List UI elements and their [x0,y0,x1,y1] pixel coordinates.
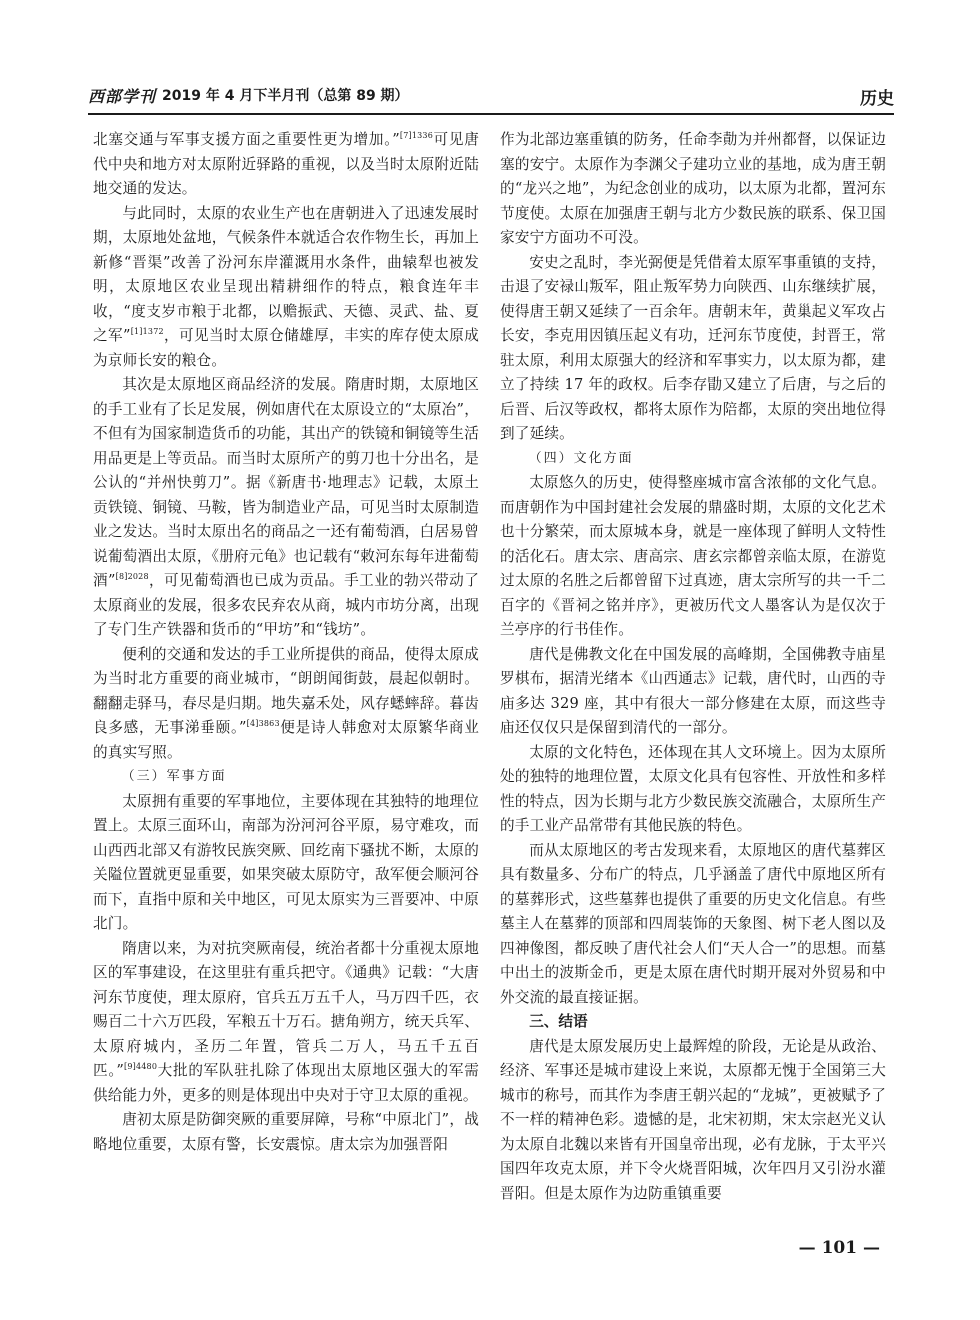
text-run: 北塞交通与军事支援方面之重要性更为增加。” [93,131,400,148]
paragraph: 太原悠久的历史，使得整座城市富含浓郁的文化气息。而唐朝作为中国封建社会发展的鼎盛时期，太原的文化艺术也十分繁荣，而太原城本身，就是一座体现了鲜明人文特性的活化石。唐太宗、唐高宗、唐玄宗都曾亲临太原，在游览过太原的名胜之后都曾留下过真迹，唐太宗所写的共一千二百字的《晋祠之铭并序》，更被历代文人墨客认为是仅次于兰亭序的行书佳作。 [500,474,886,638]
text-run: 大批的军队驻扎除了体现出太原地区强大的军需供给能力外，更多的则是体现出中央对于守卫太原的重视。 [93,1062,480,1104]
running-header [88,82,894,110]
citation: [8]2028 [115,572,149,582]
paragraph: 太原的文化特色，还体现在其人文环境上。因为太原所处的独特的地理位置，太原文化具有包容性、开放性和多样性的特点，因为长期与北方少数民族交流融合，太原所生产的手工业产品常带有其他民族的特色。 [500,743,886,834]
paragraph [93,643,479,766]
left-column [93,128,479,1157]
citation: [1]1372 [130,327,164,337]
citation: [9]4480 [124,1062,158,1072]
paragraph: 唐初太原是防御突厥的重要屏障，号称“中原北门”，战略地位重要，太原有警，长安震惊。唐太宗为加强晋阳 [93,1111,479,1153]
section-heading: 三、结语 [529,1013,588,1030]
issue-info: 2019 年 4 月下半月刊（总第 89 期） [162,88,409,104]
paragraph [93,373,479,643]
right-column [500,128,886,1206]
citation: [4]3863 [246,719,280,729]
section-label: 历史 [860,89,894,109]
text-run: 隋唐以来，为对抗突厥南侵，统治者都十分重视太原地区的军事建设，在这里驻有重兵把守。《通典》记载：“大唐河东节度使，理太原府，官兵五万五千人，马万四千匹，衣赐百二十六万匹段，军粮五十万石。搪角朔方，统天兵军、太原府城内，圣历二年置，管兵二万人，马五千五百匹。” [93,939,479,1079]
paragraph: 而从太原地区的考古发现来看，太原地区的唐代墓葬区具有数量多、分布广的特点，几乎涵盖了唐代中原地区所有的墓葬形式，这些墓葬也提供了重要的历史文化信息。有些墓主人在墓葬的顶部和四周装饰的天象图、树下老人图以及四神像图，都反映了唐代社会人们“天人合一”的思想。而墓中出土的波斯金币，更是太原在唐代时期开展对外贸易和中外交流的最直接证据。 [500,841,886,1006]
paragraph: 唐代是太原发展历史上最辉煌的阶段，无论是从政治、经济、军事还是城市建设上来说，太原都无愧于全国第三大城市的称号，而其作为李唐王朝兴起的“龙城”，更被赋予了不一样的精神色彩。遗憾的是，北宋初期，宋太宗赵光义认为太原自北魏以来皆有开国皇帝出现，必有龙脉，于太平兴国四年攻克太原，并下令火烧晋阳城，次年四月又引汾水灌晋阳。但是太原作为边防重镇重要 [500,1037,886,1202]
page-number: — 101 — [798,1238,880,1258]
text-run: 与此同时，太原的农业生产也在唐朝进入了迅速发展时期，太原地处盆地，气候条件本就适合农作物生长，再加上新修“晋渠”改善了汾河东岸灌溉用水条件，曲辕犁也被发明，太原地区农业呈现出精耕细作的特点，粮食连年丰收，“度支岁市粮于北都，以赡振武、天德、灵武、盐、夏之军” [93,204,479,344]
subsection-heading: （三）军事方面 [121,769,227,784]
text-run: 其次是太原地区商品经济的发展。隋唐时期，太原地区的手工业有了长足发展，例如唐代在太原设立的“太原冶”，不但有为国家制造货币的功能，其出产的铁镜和铜镜等生活用品更是上等贡品。而当时太原所产的剪刀也十分出名，是公认的“并州快剪刀”。据《新唐书·地理志》记载，太原土贡铁镜、铜镜、马鞍，皆为制造业产品，可见当时太原制造业之发达。当时太原出名的商品之一还有葡萄酒，白居易曾说葡萄酒出太原，《册府元龟》也记载有“敕河东每年进葡萄酒” [93,376,479,589]
citation: [7]1336 [399,131,433,141]
text-run: 可见唐代中央和地方对太原附近驿路的重视，以及当时太原附近陆地交通的发达。 [93,131,479,197]
journal-name: 西部学刊 [88,87,157,106]
paragraph [93,937,479,1109]
text-run: 便利的交通和发达的手工业所提供的商品，使得太原成为当时北方重要的商业城市，“朗朗闻街鼓，晨起似朝时。翻翻走驿马，春尽是归期。地失嘉禾处，风存蟋蟀辞。暮齿良多感，无事涕垂颐。” [93,645,479,736]
text-run: ，可见葡萄酒也已成为贡品。手工业的勃兴带动了太原商业的发展，很多农民弃农从商，城内市坊分离，出现了专门生产铁器和货币的“甲坊”和“钱坊”。 [93,572,479,638]
paragraph: 唐代是佛教文化在中国发展的高峰期，全国佛教寺庙星罗棋布，据清光绪本《山西通志》记载，唐代时，山西的寺庙多达 329 座，其中有很大一部分修建在太原，而这些寺庙还仅仅只是保留到清代的一部分。 [500,645,886,736]
subsection-heading: （四）文化方面 [528,450,634,466]
paragraph: 作为北部边塞重镇的防务，任命李勣为并州都督，以保证边塞的安宁。太原作为李渊父子建功立业的基地，成为唐王朝的“龙兴之地”，为纪念创业的成功，以太原为北都，置河东节度使。太原在加强唐王朝与北方少数民族的联系、保卫国家安宁方面功不可没。 [500,131,886,246]
text-run: ，可见当时太原仓储雄厚，丰实的库存使太原成为京师长安的粮仓。 [93,327,480,369]
text-run: 便是诗人韩愈对太原繁华商业的真实写照。 [93,719,479,761]
paragraph: 安史之乱时，李光弼便是凭借着太原军事重镇的支持，击退了安禄山叛军，阻止叛军势力向陕西、山东继续扩展，使得唐王朝又延续了一百余年。唐朝末年，黄巢起义军攻占长安，李克用因镇压起义有功，迁河东节度使，封晋王，常驻太原，利用太原强大的经济和军事实力，以太原为都，建立了持续 17 年的政权。后李存勖又建立了后唐，与之后的后晋、后汉等政权，都将太原作为陪都，太原的突出地位得到了延续。 [500,253,886,442]
paragraph [93,128,479,202]
header-rule [88,113,894,115]
paragraph [93,202,479,374]
paragraph: 太原拥有重要的军事地位，主要体现在其独特的地理位置上。太原三面环山，南部为汾河河谷平原，易守难攻，而山西西北部又有游牧民族突厥、回纥南下骚扰不断，太原的关隘位置就更显重要，如果突破太原防守，敌军便会顺河谷而下，直指中原和关中地区，可见太原实为三晋要冲、中原北门。 [93,792,479,932]
